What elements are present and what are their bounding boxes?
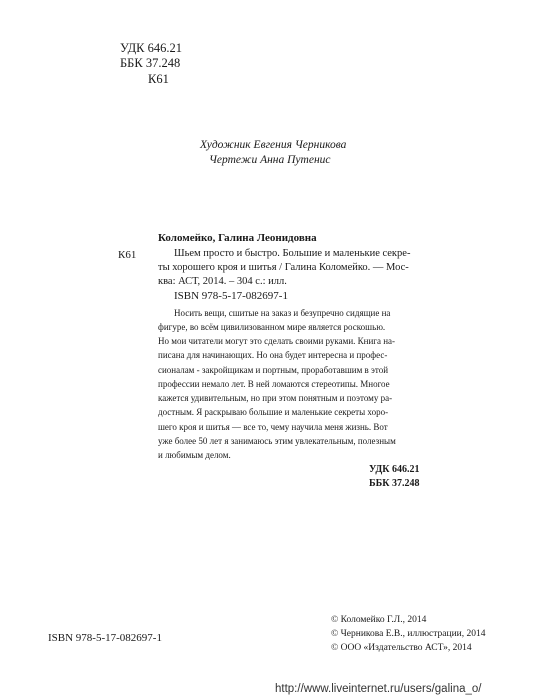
bbk-code-bottom: ББК 37.248 bbox=[369, 478, 420, 489]
annotation-line: шего кроя и шитья — все то, чему научила меня жизнь. Вот bbox=[158, 422, 388, 432]
isbn-middle: ISBN 978-5-17-082697-1 bbox=[174, 290, 288, 302]
isbn-bottom: ISBN 978-5-17-082697-1 bbox=[48, 632, 162, 644]
annotation-line: Носить вещи, сшитые на заказ и безупречно сидящие на bbox=[174, 308, 391, 318]
annotation-line: сионалам - закройщикам и портным, проработавшим в этой bbox=[158, 365, 389, 375]
bbk-code-top: ББК 37.248 bbox=[120, 56, 181, 70]
author-heading: Коломейко, Галина Леонидовна bbox=[158, 232, 317, 244]
annotation-line: уже более 50 лет я занимаюсь этим увлекательным, полезным bbox=[158, 436, 396, 446]
annotation-line: достным. Я раскрываю большие и маленькие секреты хоро- bbox=[158, 407, 389, 417]
annotation-line: Но мои читатели могут это сделать своими руками. Книга на- bbox=[158, 336, 396, 346]
annotation-line: кажется удивительным, но при этом понятным и поэтому ра- bbox=[158, 393, 393, 403]
udk-code-top: УДК 646.21 bbox=[120, 41, 182, 55]
artist-credit: Художник Евгения Черникова bbox=[200, 139, 347, 151]
copyright-line: © Черникова Е.В., иллюстрации, 2014 bbox=[331, 629, 486, 639]
annotation-line: писана для начинающих. Но она будет интересна и профес- bbox=[158, 350, 388, 360]
biblio-line: Шьем просто и быстро. Большие и маленькие секре- bbox=[174, 248, 411, 259]
udk-code-bottom: УДК 646.21 bbox=[369, 464, 420, 475]
biblio-line: ты хорошего кроя и шитья / Галина Коломейко. — Мос- bbox=[158, 262, 409, 273]
author-mark-top: К61 bbox=[148, 72, 169, 86]
biblio-line: ква: АСТ, 2014. – 304 с.: илл. bbox=[158, 276, 287, 287]
annotation-line: и любимым делом. bbox=[158, 450, 231, 460]
copyright-line: © ООО «Издательство АСТ», 2014 bbox=[331, 643, 472, 653]
copyright-line: © Коломейко Г.Л., 2014 bbox=[331, 615, 427, 625]
annotation-line: фигуре, во всём цивилизованном мире является роскошью. bbox=[158, 322, 386, 332]
author-mark-side: К61 bbox=[118, 249, 137, 261]
drawings-credit: Чертежи Анна Путенис bbox=[209, 154, 331, 166]
watermark-url: http://www.liveinternet.ru/users/galina_o/ bbox=[275, 683, 482, 695]
annotation-line: профессии немало лет. В ней ломаются стереотипы. Многое bbox=[158, 379, 390, 389]
